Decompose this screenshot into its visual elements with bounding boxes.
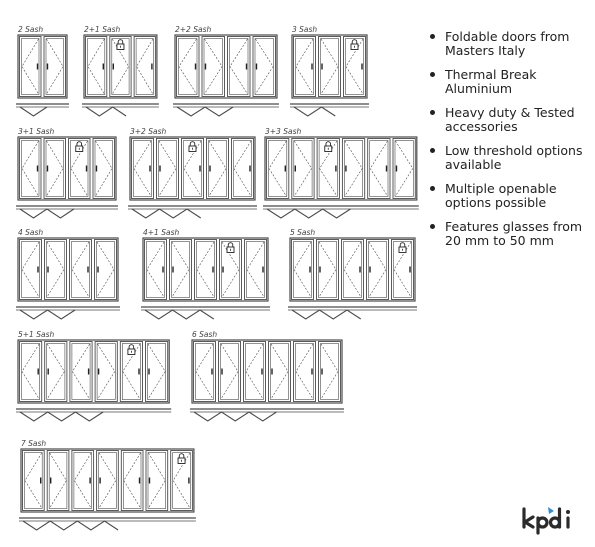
door-config-7 <box>263 127 419 218</box>
sash-label: 3+2 Sash <box>130 127 167 136</box>
feature-item <box>428 30 593 57</box>
feature-text: Heavy duty & Tested accessories <box>445 105 575 134</box>
door-config-1 <box>16 25 69 116</box>
threshold-plan <box>263 206 419 218</box>
threshold-plan <box>82 104 159 116</box>
door-frame <box>192 340 342 403</box>
door-frame <box>18 137 116 200</box>
door-config-12 <box>190 330 344 421</box>
feature-item <box>428 106 593 133</box>
threshold-plan <box>16 104 69 116</box>
sash-label: 4+1 Sash <box>143 228 180 237</box>
door-config-2 <box>82 25 159 116</box>
door-frame <box>143 238 268 301</box>
sash-label: 3+1 Sash <box>18 127 55 136</box>
feature-text: Low threshold options available <box>445 143 583 172</box>
door-config-6 <box>128 127 257 218</box>
bullet-icon <box>430 72 435 77</box>
sash-label: 6 Sash <box>192 330 218 339</box>
sash-label: 3 Sash <box>292 25 318 34</box>
bullet-icon <box>430 34 435 39</box>
sash-label: 2+2 Sash <box>175 25 212 34</box>
door-frame <box>18 238 118 301</box>
bullet-icon <box>430 186 435 191</box>
door-frame <box>265 137 417 200</box>
feature-text: Foldable doors from Masters Italy <box>445 29 570 58</box>
threshold-plan <box>288 307 417 319</box>
threshold-plan <box>16 206 118 218</box>
threshold-plan <box>141 307 270 319</box>
threshold-plan <box>16 409 171 421</box>
threshold-plan <box>16 307 120 319</box>
threshold-plan <box>290 104 369 116</box>
door-config-8 <box>16 228 120 319</box>
feature-item <box>428 182 593 209</box>
door-config-5 <box>16 127 118 218</box>
door-config-13 <box>19 439 196 530</box>
sash-label: 5+1 Sash <box>18 330 55 339</box>
door-config-10 <box>288 228 417 319</box>
threshold-plan <box>173 104 279 116</box>
kpdi-logo <box>520 505 576 535</box>
door-frame <box>290 238 415 301</box>
sash-label: 3+3 Sash <box>265 127 302 136</box>
feature-text: Thermal Break Aluminium <box>445 67 537 96</box>
feature-item <box>428 220 593 247</box>
door-config-4 <box>290 25 369 116</box>
feature-text: Features glasses from 20 mm to 50 mm <box>445 219 583 248</box>
sash-label: 5 Sash <box>290 228 316 237</box>
bullet-icon <box>430 224 435 229</box>
features-list <box>428 30 593 258</box>
sash-label: 2 Sash <box>18 25 44 34</box>
sash-label: 4 Sash <box>18 228 44 237</box>
feature-text: Multiple openable options possible <box>445 181 557 210</box>
bullet-icon <box>430 110 435 115</box>
feature-item <box>428 144 593 171</box>
feature-item <box>428 68 593 95</box>
door-config-11 <box>16 330 171 421</box>
sash-label: 2+1 Sash <box>84 25 121 34</box>
door-config-9 <box>141 228 270 319</box>
door-frame <box>175 35 277 98</box>
door-frame <box>18 340 169 403</box>
bullet-icon <box>430 148 435 153</box>
sash-label: 7 Sash <box>21 439 47 448</box>
door-config-3 <box>173 25 279 116</box>
door-frame <box>18 35 67 98</box>
threshold-plan <box>190 409 344 421</box>
threshold-plan <box>19 518 196 530</box>
threshold-plan <box>128 206 257 218</box>
